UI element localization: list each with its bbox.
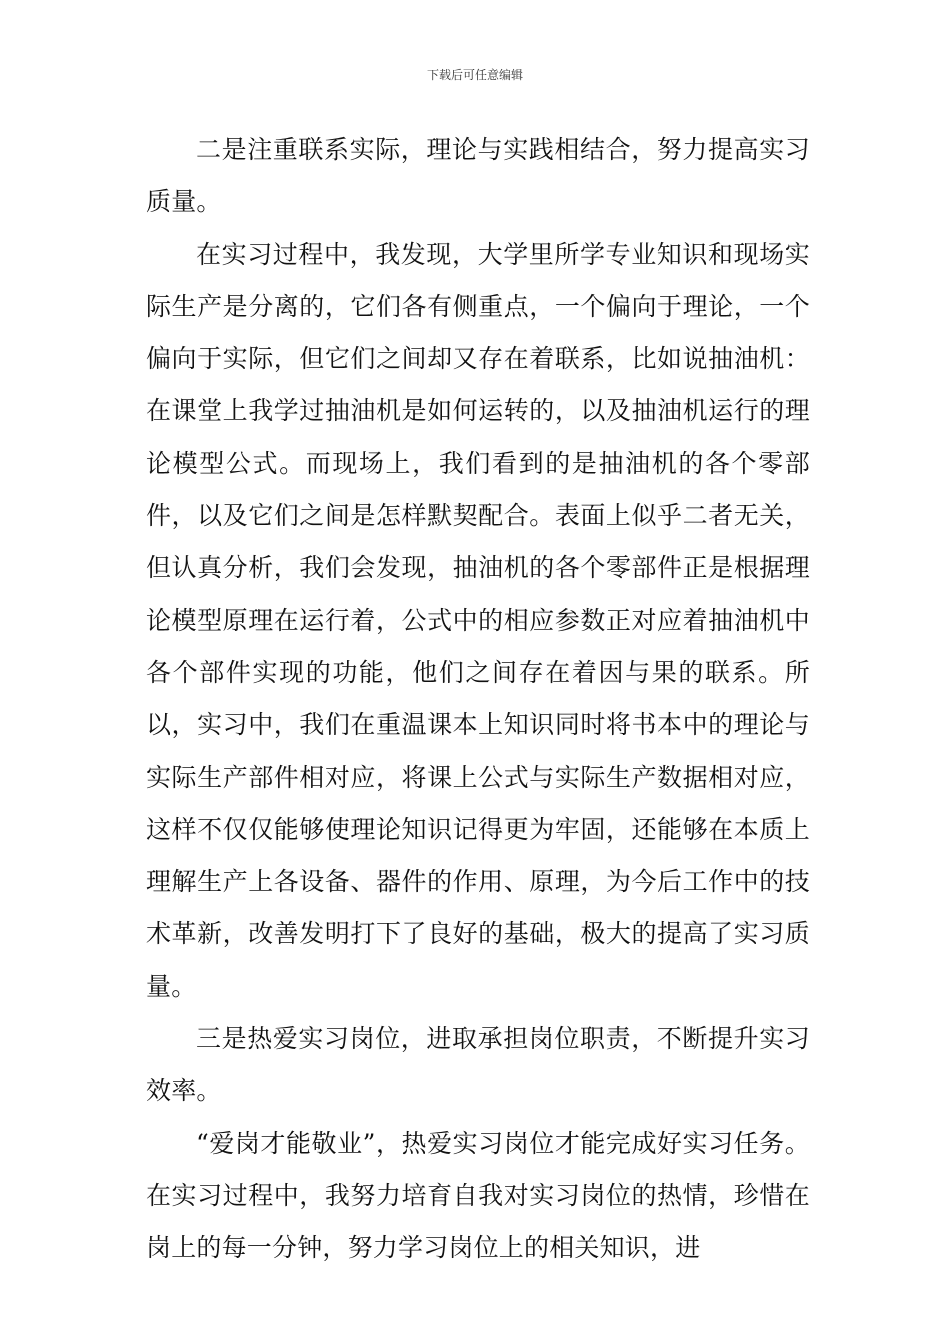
- page-header: 下载后可任意编辑: [426, 68, 523, 82]
- paragraph-2: 在实习过程中，我发现，大学里所学专业知识和现场实际生产是分离的，它们各有侧重点，一个偏向于理论，一个偏向于实际，但它们之间却又存在着联系，比如说抽油机：在课堂上我学过抽油机是如何运转的，以及抽油机运行的理论模型公式。而现场上，我们看到的是抽油机的各个零部件，以及它们之间是怎样默契配合。表面上似乎二者无关，但认真分析，我们会发现，抽油机的各个零部件正是根据理论模型原理在运行着，公式中的相应参数正对应着抽油机中各个部件实现的功能，他们之间存在着因与果的联系。所以，实习中，我们在重温课本上知识同时将书本中的理论与实际生产部件相对应，将课上公式与实际生产数据相对应，这样不仅仅能够使理论知识记得更为牢固，还能够在本质上理解生产上各设备、器件的作用、原理，为今后工作中的技术革新，改善发明打下了良好的基础，极大的提高了实习质量。: [146, 239, 810, 1001]
- document-body: [146, 124, 810, 1275]
- paragraph-4: “爱岗才能敬业”，热爱实习岗位才能完成好实习任务。在实习过程中，我努力培育自我对实习岗位的热情，珍惜在岗上的每一分钟，努力学习岗位上的相关知识，进: [146, 1128, 810, 1263]
- paragraph-1: 二是注重联系实际，理论与实践相结合，努力提高实习质量。: [146, 135, 810, 217]
- paragraph-3: 三是热爱实习岗位，进取承担岗位职责，不断提升实习效率。: [146, 1024, 810, 1106]
